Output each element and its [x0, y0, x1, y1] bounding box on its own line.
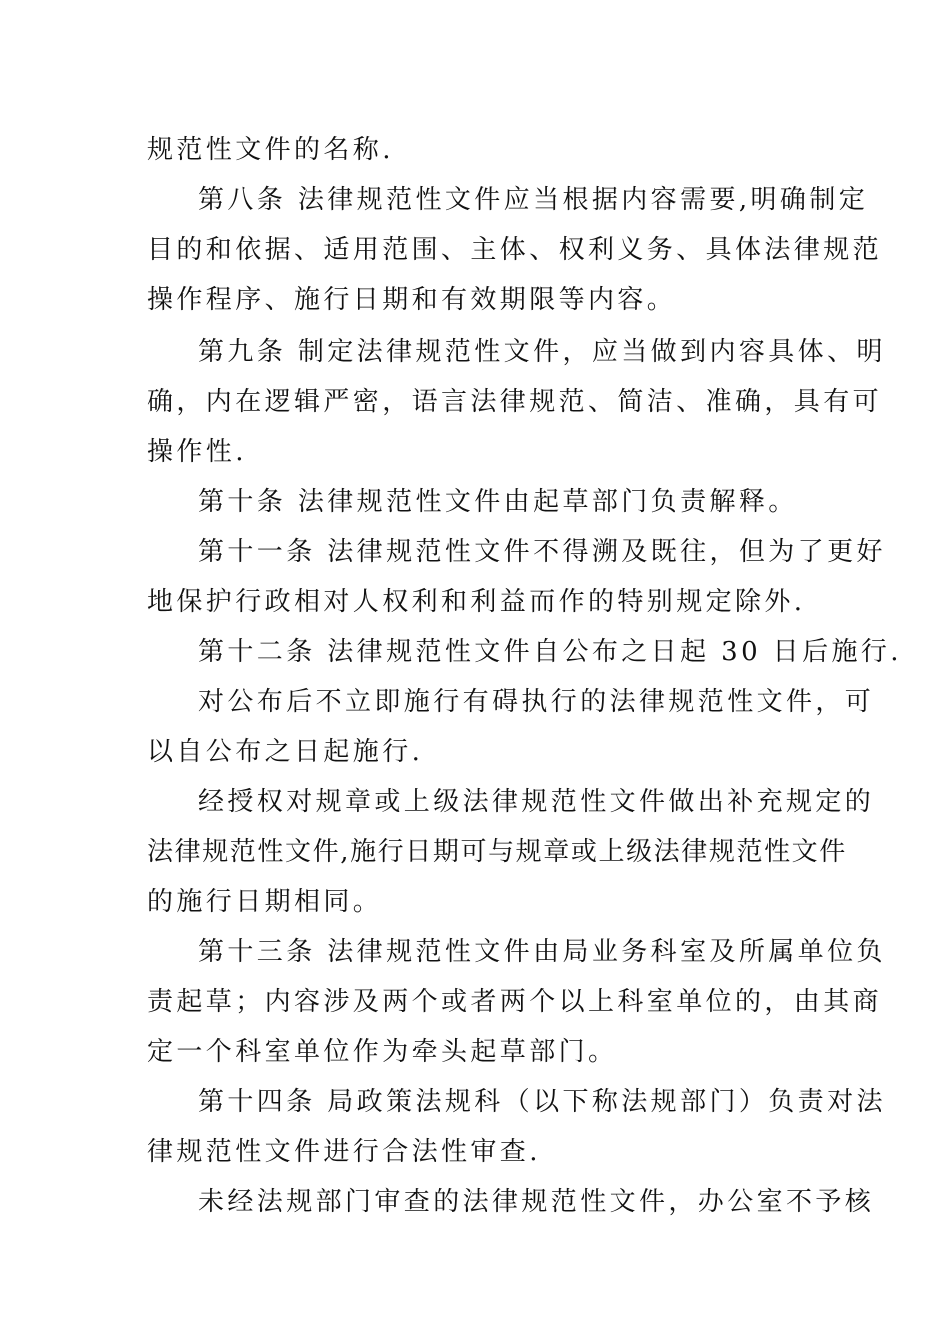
article-10-heading-line: 第十条 法律规范性文件由起草部门负责解释。	[198, 487, 798, 517]
text-line-14: 经授权对规章或上级法律规范性文件做出补充规定的	[198, 787, 875, 817]
text-line-1: 规范性文件的名称.	[147, 135, 394, 165]
text-line-10: 地保护行政相对人权利和利益而作的特别规定除外.	[147, 587, 806, 617]
article-9-heading-line: 第九条 制定法律规范性文件，应当做到内容具体、明	[198, 337, 886, 367]
text-line-3: 目的和依据、适用范围、主体、权利义务、具体法律规范	[147, 235, 883, 265]
text-line-13: 以自公布之日起施行.	[147, 737, 424, 767]
text-line-6: 确，内在逻辑严密，语言法律规范、简洁、准确，具有可	[147, 387, 883, 417]
text-line-12: 对公布后不立即施行有碍执行的法律规范性文件，可	[198, 687, 875, 717]
article-12-heading-line: 第十二条 法律规范性文件自公布之日起 30 日后施行.	[198, 637, 902, 667]
text-line-15: 法律规范性文件,施行日期可与规章或上级法律规范性文件	[147, 837, 847, 867]
text-line-16: 的施行日期相同。	[147, 887, 383, 917]
text-line-4: 操作程序、施行日期和有效期限等内容。	[147, 285, 677, 315]
text-line-19: 定一个科室单位作为牵头起草部门。	[147, 1037, 618, 1067]
text-line-18: 责起草；内容涉及两个或者两个以上科室单位的，由其商	[147, 987, 883, 1017]
article-8-heading-line: 第八条 法律规范性文件应当根据内容需要,明确制定	[198, 185, 869, 215]
text-line-7: 操作性.	[147, 437, 247, 467]
text-line-21: 律规范性文件进行合法性审查.	[147, 1137, 541, 1167]
article-11-heading-line: 第十一条 法律规范性文件不得溯及既往，但为了更好	[198, 537, 886, 567]
text-line-22: 未经法规部门审查的法律规范性文件，办公室不予核	[198, 1187, 875, 1217]
article-13-heading-line: 第十三条 法律规范性文件由局业务科室及所属单位负	[198, 937, 886, 967]
article-14-heading-line: 第十四条 局政策法规科（以下称法规部门）负责对法	[198, 1087, 886, 1117]
